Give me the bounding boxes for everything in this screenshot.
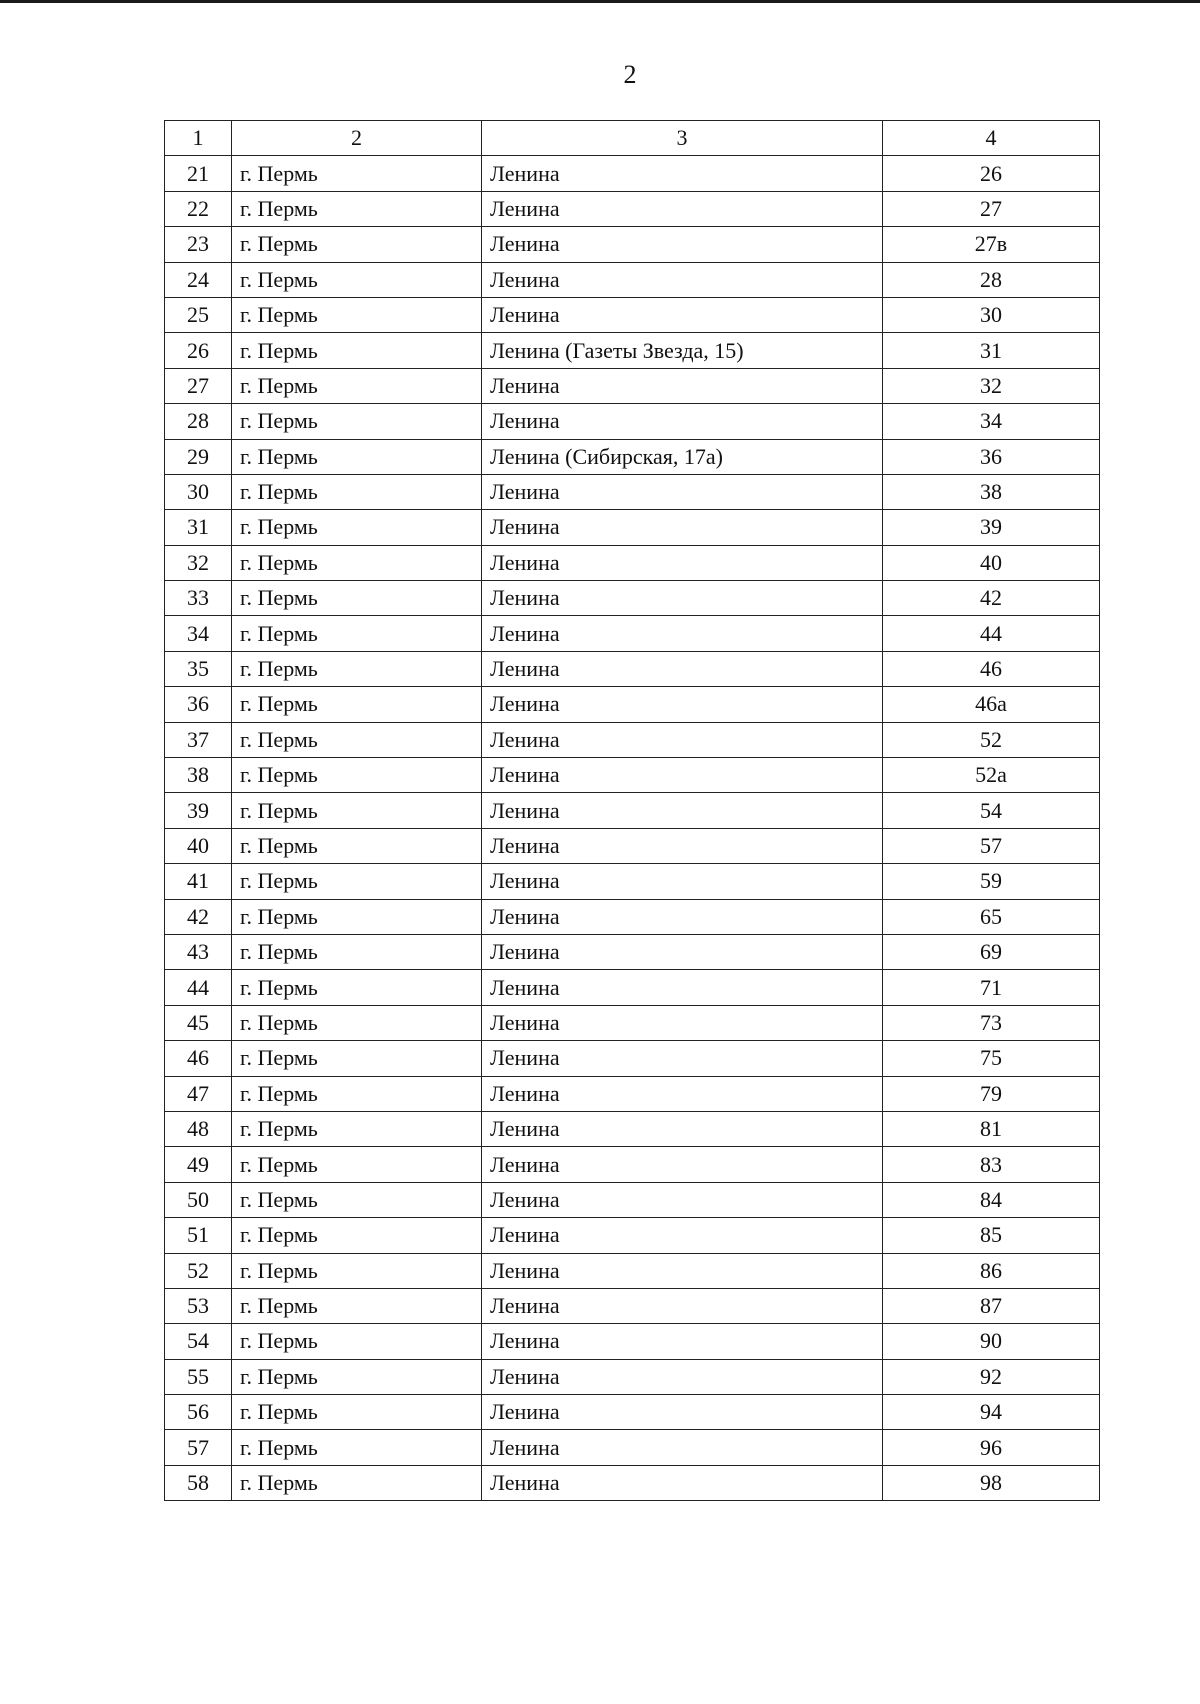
house-number-cell: 52 xyxy=(883,722,1100,757)
table-row xyxy=(165,828,1100,863)
street-cell: Ленина (Сибирская, 17а) xyxy=(482,439,883,474)
table-row xyxy=(165,1253,1100,1288)
city-cell: г. Пермь xyxy=(232,1182,482,1217)
table-row xyxy=(165,1076,1100,1111)
row-number-cell: 26 xyxy=(165,333,232,368)
city-cell: г. Пермь xyxy=(232,899,482,934)
table-row xyxy=(165,1111,1100,1146)
row-number-cell: 33 xyxy=(165,581,232,616)
house-number-cell: 90 xyxy=(883,1324,1100,1359)
house-number-cell: 54 xyxy=(883,793,1100,828)
house-number-cell: 27в xyxy=(883,227,1100,262)
city-cell: г. Пермь xyxy=(232,934,482,969)
street-cell: Ленина xyxy=(482,899,883,934)
row-number-cell: 28 xyxy=(165,404,232,439)
street-cell: Ленина xyxy=(482,970,883,1005)
table-row xyxy=(165,616,1100,651)
house-number-cell: 44 xyxy=(883,616,1100,651)
house-number-cell: 30 xyxy=(883,297,1100,332)
house-number-cell: 85 xyxy=(883,1218,1100,1253)
house-number-cell: 42 xyxy=(883,581,1100,616)
table-row xyxy=(165,545,1100,580)
street-cell: Ленина xyxy=(482,1359,883,1394)
house-number-cell: 94 xyxy=(883,1395,1100,1430)
city-cell: г. Пермь xyxy=(232,722,482,757)
house-number-cell: 71 xyxy=(883,970,1100,1005)
street-cell: Ленина xyxy=(482,616,883,651)
table-row xyxy=(165,191,1100,226)
street-cell: Ленина xyxy=(482,651,883,686)
street-cell: Ленина xyxy=(482,1430,883,1465)
table-row xyxy=(165,1182,1100,1217)
city-cell: г. Пермь xyxy=(232,970,482,1005)
city-cell: г. Пермь xyxy=(232,1147,482,1182)
street-cell: Ленина xyxy=(482,1465,883,1500)
street-cell: Ленина xyxy=(482,828,883,863)
city-cell: г. Пермь xyxy=(232,297,482,332)
city-cell: г. Пермь xyxy=(232,1395,482,1430)
city-cell: г. Пермь xyxy=(232,758,482,793)
row-number-cell: 25 xyxy=(165,297,232,332)
house-number-cell: 46 xyxy=(883,651,1100,686)
street-cell: Ленина xyxy=(482,793,883,828)
house-number-cell: 98 xyxy=(883,1465,1100,1500)
table-row xyxy=(165,1005,1100,1040)
header-cell-2: 2 xyxy=(232,121,482,156)
scan-edge xyxy=(0,0,1200,3)
house-number-cell: 87 xyxy=(883,1288,1100,1323)
row-number-cell: 35 xyxy=(165,651,232,686)
street-cell: Ленина xyxy=(482,758,883,793)
city-cell: г. Пермь xyxy=(232,1218,482,1253)
row-number-cell: 21 xyxy=(165,156,232,191)
row-number-cell: 40 xyxy=(165,828,232,863)
row-number-cell: 23 xyxy=(165,227,232,262)
city-cell: г. Пермь xyxy=(232,545,482,580)
city-cell: г. Пермь xyxy=(232,581,482,616)
house-number-cell: 39 xyxy=(883,510,1100,545)
house-number-cell: 92 xyxy=(883,1359,1100,1394)
street-cell: Ленина xyxy=(482,1182,883,1217)
table-body xyxy=(165,121,1100,1501)
city-cell: г. Пермь xyxy=(232,1465,482,1500)
city-cell: г. Пермь xyxy=(232,1324,482,1359)
house-number-cell: 65 xyxy=(883,899,1100,934)
row-number-cell: 39 xyxy=(165,793,232,828)
header-cell-1: 1 xyxy=(165,121,232,156)
house-number-cell: 83 xyxy=(883,1147,1100,1182)
table-row xyxy=(165,722,1100,757)
table-row xyxy=(165,333,1100,368)
page-number: 2 xyxy=(623,60,637,89)
house-number-cell: 32 xyxy=(883,368,1100,403)
city-cell: г. Пермь xyxy=(232,864,482,899)
row-number-cell: 22 xyxy=(165,191,232,226)
city-cell: г. Пермь xyxy=(232,616,482,651)
table-row xyxy=(165,1324,1100,1359)
house-number-cell: 69 xyxy=(883,934,1100,969)
city-cell: г. Пермь xyxy=(232,828,482,863)
house-number-cell: 52а xyxy=(883,758,1100,793)
street-cell: Ленина xyxy=(482,1076,883,1111)
city-cell: г. Пермь xyxy=(232,1430,482,1465)
table-row xyxy=(165,368,1100,403)
table-row xyxy=(165,1147,1100,1182)
street-cell: Ленина xyxy=(482,297,883,332)
street-cell: Ленина xyxy=(482,722,883,757)
street-cell: Ленина xyxy=(482,156,883,191)
row-number-cell: 47 xyxy=(165,1076,232,1111)
city-cell: г. Пермь xyxy=(232,793,482,828)
street-cell: Ленина (Газеты Звезда, 15) xyxy=(482,333,883,368)
street-cell: Ленина xyxy=(482,1253,883,1288)
table-row xyxy=(165,439,1100,474)
street-cell: Ленина xyxy=(482,864,883,899)
street-cell: Ленина xyxy=(482,1147,883,1182)
row-number-cell: 27 xyxy=(165,368,232,403)
street-cell: Ленина xyxy=(482,262,883,297)
city-cell: г. Пермь xyxy=(232,474,482,509)
house-number-cell: 36 xyxy=(883,439,1100,474)
city-cell: г. Пермь xyxy=(232,191,482,226)
table-row xyxy=(165,1359,1100,1394)
house-number-cell: 38 xyxy=(883,474,1100,509)
house-number-cell: 81 xyxy=(883,1111,1100,1146)
row-number-cell: 42 xyxy=(165,899,232,934)
city-cell: г. Пермь xyxy=(232,227,482,262)
street-cell: Ленина xyxy=(482,1041,883,1076)
row-number-cell: 36 xyxy=(165,687,232,722)
house-number-cell: 75 xyxy=(883,1041,1100,1076)
house-number-cell: 73 xyxy=(883,1005,1100,1040)
table-row xyxy=(165,1288,1100,1323)
row-number-cell: 50 xyxy=(165,1182,232,1217)
table-row xyxy=(165,1041,1100,1076)
city-cell: г. Пермь xyxy=(232,1359,482,1394)
table-row xyxy=(165,1465,1100,1500)
house-number-cell: 40 xyxy=(883,545,1100,580)
city-cell: г. Пермь xyxy=(232,1076,482,1111)
row-number-cell: 32 xyxy=(165,545,232,580)
city-cell: г. Пермь xyxy=(232,156,482,191)
city-cell: г. Пермь xyxy=(232,1288,482,1323)
table-row xyxy=(165,793,1100,828)
house-number-cell: 31 xyxy=(883,333,1100,368)
table-row xyxy=(165,581,1100,616)
table-row xyxy=(165,687,1100,722)
city-cell: г. Пермь xyxy=(232,368,482,403)
table-row xyxy=(165,1218,1100,1253)
row-number-cell: 52 xyxy=(165,1253,232,1288)
street-cell: Ленина xyxy=(482,1324,883,1359)
street-cell: Ленина xyxy=(482,1218,883,1253)
city-cell: г. Пермь xyxy=(232,1111,482,1146)
street-cell: Ленина xyxy=(482,1111,883,1146)
street-cell: Ленина xyxy=(482,687,883,722)
table-row xyxy=(165,1430,1100,1465)
house-number-cell: 96 xyxy=(883,1430,1100,1465)
table-row xyxy=(165,297,1100,332)
table-row xyxy=(165,1395,1100,1430)
city-cell: г. Пермь xyxy=(232,404,482,439)
street-cell: Ленина xyxy=(482,1005,883,1040)
house-number-cell: 57 xyxy=(883,828,1100,863)
row-number-cell: 54 xyxy=(165,1324,232,1359)
street-cell: Ленина xyxy=(482,1288,883,1323)
city-cell: г. Пермь xyxy=(232,1041,482,1076)
house-number-cell: 59 xyxy=(883,864,1100,899)
city-cell: г. Пермь xyxy=(232,439,482,474)
row-number-cell: 24 xyxy=(165,262,232,297)
table-row xyxy=(165,651,1100,686)
street-cell: Ленина xyxy=(482,1395,883,1430)
house-number-cell: 46а xyxy=(883,687,1100,722)
table-row xyxy=(165,510,1100,545)
row-number-cell: 29 xyxy=(165,439,232,474)
street-cell: Ленина xyxy=(482,581,883,616)
row-number-cell: 57 xyxy=(165,1430,232,1465)
table-row xyxy=(165,404,1100,439)
row-number-cell: 55 xyxy=(165,1359,232,1394)
header-cell-3: 3 xyxy=(482,121,883,156)
street-cell: Ленина xyxy=(482,227,883,262)
row-number-cell: 53 xyxy=(165,1288,232,1323)
row-number-cell: 43 xyxy=(165,934,232,969)
table-row xyxy=(165,227,1100,262)
table-row xyxy=(165,262,1100,297)
row-number-cell: 41 xyxy=(165,864,232,899)
street-cell: Ленина xyxy=(482,474,883,509)
city-cell: г. Пермь xyxy=(232,1253,482,1288)
row-number-cell: 34 xyxy=(165,616,232,651)
row-number-cell: 30 xyxy=(165,474,232,509)
table-row xyxy=(165,970,1100,1005)
address-table xyxy=(164,120,1100,1501)
house-number-cell: 79 xyxy=(883,1076,1100,1111)
row-number-cell: 46 xyxy=(165,1041,232,1076)
table-row xyxy=(165,156,1100,191)
header-cell-4: 4 xyxy=(883,121,1100,156)
row-number-cell: 49 xyxy=(165,1147,232,1182)
house-number-cell: 34 xyxy=(883,404,1100,439)
house-number-cell: 28 xyxy=(883,262,1100,297)
table-row xyxy=(165,934,1100,969)
row-number-cell: 56 xyxy=(165,1395,232,1430)
city-cell: г. Пермь xyxy=(232,333,482,368)
city-cell: г. Пермь xyxy=(232,651,482,686)
table-row xyxy=(165,899,1100,934)
street-cell: Ленина xyxy=(482,545,883,580)
row-number-cell: 51 xyxy=(165,1218,232,1253)
city-cell: г. Пермь xyxy=(232,510,482,545)
house-number-cell: 26 xyxy=(883,156,1100,191)
city-cell: г. Пермь xyxy=(232,262,482,297)
row-number-cell: 44 xyxy=(165,970,232,1005)
table-row xyxy=(165,864,1100,899)
row-number-cell: 45 xyxy=(165,1005,232,1040)
row-number-cell: 37 xyxy=(165,722,232,757)
row-number-cell: 31 xyxy=(165,510,232,545)
city-cell: г. Пермь xyxy=(232,687,482,722)
table-header-row xyxy=(165,121,1100,156)
street-cell: Ленина xyxy=(482,368,883,403)
city-cell: г. Пермь xyxy=(232,1005,482,1040)
street-cell: Ленина xyxy=(482,934,883,969)
table-row xyxy=(165,758,1100,793)
street-cell: Ленина xyxy=(482,510,883,545)
row-number-cell: 48 xyxy=(165,1111,232,1146)
house-number-cell: 86 xyxy=(883,1253,1100,1288)
street-cell: Ленина xyxy=(482,191,883,226)
house-number-cell: 27 xyxy=(883,191,1100,226)
street-cell: Ленина xyxy=(482,404,883,439)
table-row xyxy=(165,474,1100,509)
row-number-cell: 38 xyxy=(165,758,232,793)
house-number-cell: 84 xyxy=(883,1182,1100,1217)
row-number-cell: 58 xyxy=(165,1465,232,1500)
